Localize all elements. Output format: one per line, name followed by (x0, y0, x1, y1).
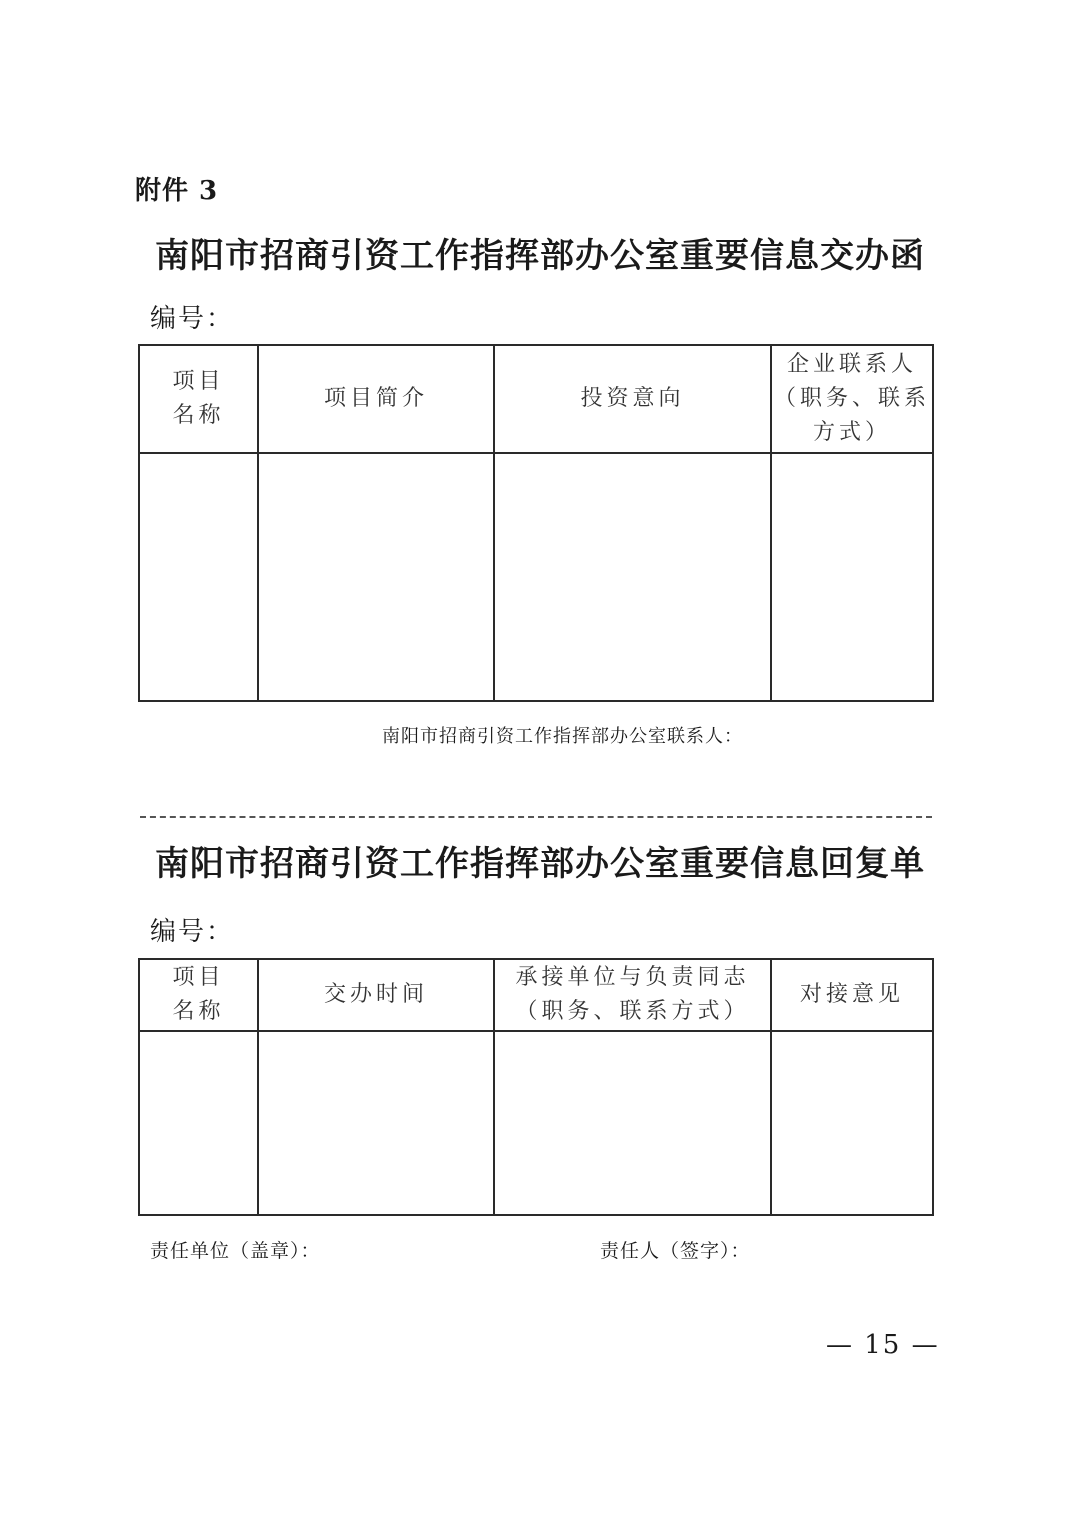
reply-header-undertaking-unit-line-2: （职务、联系方式） (515, 999, 750, 1024)
attachment-label: 附件 3 (135, 176, 219, 206)
letter-header-enterprise-contact-line-1: 企业联系人 (786, 352, 917, 377)
reply-header-assign-time-text: 交办时间 (323, 982, 428, 1007)
letter-header-project-brief-text: 项目简介 (323, 386, 428, 411)
reply-header-assign-time (258, 959, 494, 1031)
letter-cell-project-brief[interactable] (258, 453, 494, 701)
letter-table-body-row (139, 453, 933, 701)
letter-cell-enterprise-contact[interactable] (771, 453, 933, 701)
letter-header-enterprise-contact (771, 345, 933, 453)
responsible-person-label: 责任人（签字）： (600, 1240, 751, 1262)
letter-header-project-name-line-2: 名称 (172, 403, 225, 428)
reply-header-undertaking-unit (494, 959, 771, 1031)
reply-title: 南阳市招商引资工作指挥部办公室重要信息回复单 (155, 844, 925, 884)
letter-header-investment-intent-text: 投资意向 (580, 386, 685, 411)
reply-header-docking-opinion-text: 对接意见 (799, 982, 904, 1007)
letter-contact-label: 南阳市招商引资工作指挥部办公室联系人： (382, 726, 743, 747)
reply-cell-docking-opinion[interactable] (771, 1031, 933, 1215)
reply-header-docking-opinion (771, 959, 933, 1031)
letter-header-investment-intent (494, 345, 771, 453)
reply-table-body-row (139, 1031, 933, 1215)
letter-header-project-name-line-1: 项目 (172, 369, 225, 394)
responsible-unit-label: 责任单位（盖章）： (150, 1240, 321, 1262)
reply-header-project-name-line-2: 名称 (172, 999, 225, 1024)
reply-header-project-name-line-1: 项目 (172, 965, 225, 990)
letter-table-header-row (139, 345, 933, 453)
letter-header-enterprise-contact-line-2: （职务、联系 (773, 386, 930, 411)
dotted-cut-line (140, 816, 932, 818)
letter-cell-project-name[interactable] (139, 453, 258, 701)
letter-header-enterprise-contact-line-3: 方式） (812, 420, 891, 445)
reply-cell-project-name[interactable] (139, 1031, 258, 1215)
reply-cell-assign-time[interactable] (258, 1031, 494, 1215)
reply-serial-label: 编号： (150, 917, 235, 947)
reply-header-undertaking-unit-line-1: 承接单位与负责同志 (515, 965, 750, 990)
letter-header-project-brief (258, 345, 494, 453)
letter-table (138, 344, 934, 702)
reply-table-header-row (139, 959, 933, 1031)
reply-cell-undertaking-unit[interactable] (494, 1031, 771, 1215)
letter-title: 南阳市招商引资工作指挥部办公室重要信息交办函 (155, 236, 925, 276)
letter-serial-label: 编号： (150, 304, 235, 334)
letter-cell-investment-intent[interactable] (494, 453, 771, 701)
reply-table (138, 958, 934, 1216)
letter-header-project-name (139, 345, 258, 453)
reply-header-project-name (139, 959, 258, 1031)
page-number: — 15 — (826, 1330, 940, 1360)
